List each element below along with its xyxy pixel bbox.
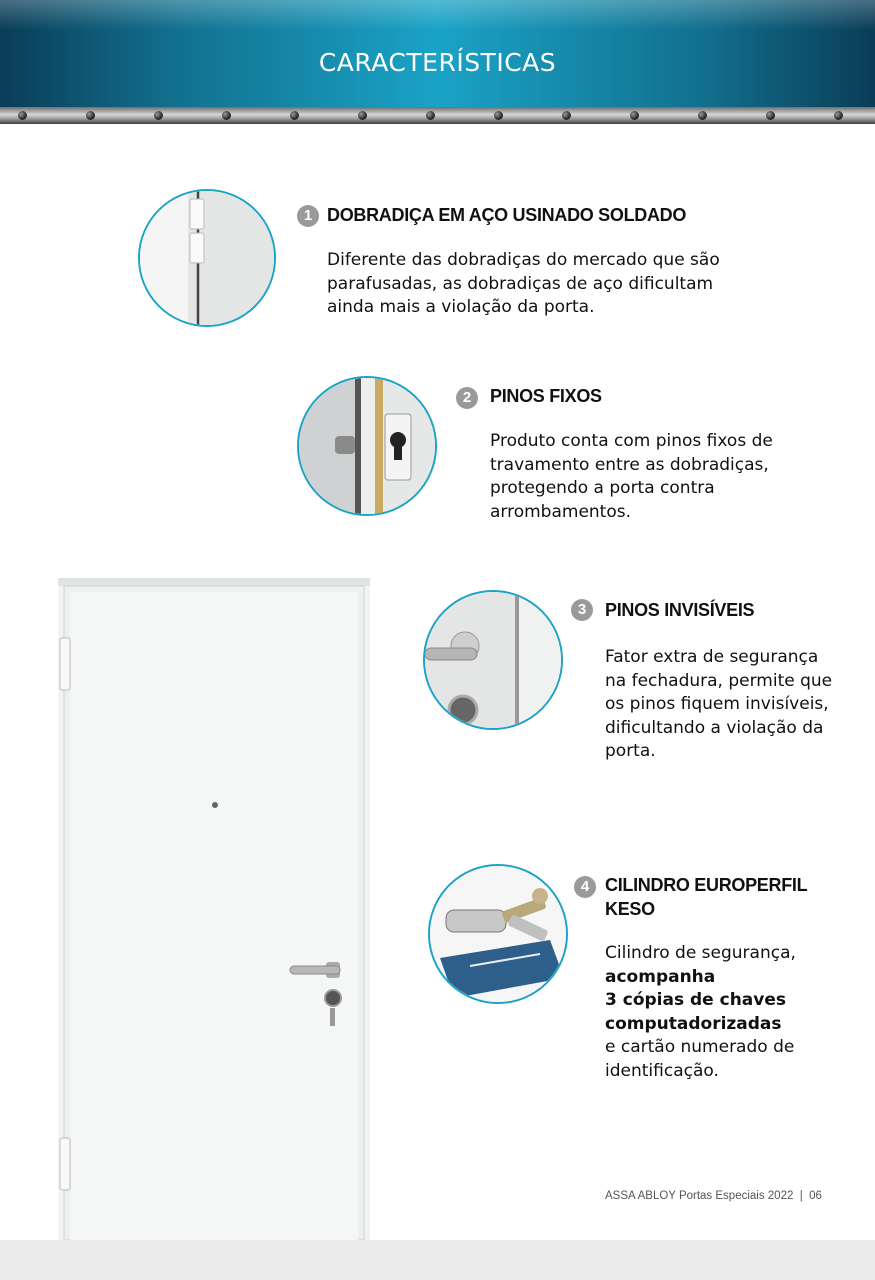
feature-4-desc-rest1: e cartão numerado de [605, 1037, 795, 1057]
bottom-band [0, 1240, 875, 1280]
invisible-pins-image [423, 590, 563, 730]
rivet-icon [222, 111, 231, 120]
rivet-icon [426, 111, 435, 120]
feature-4-desc-bold2: 3 cópias de chaves [605, 990, 787, 1010]
rivet-icon [154, 111, 163, 120]
feature-2-description: Produto conta com pinos fixos de travamento entre as dobradiças, protegendo a porta contra arrombamentos. [490, 431, 773, 522]
rivet-icon [834, 111, 843, 120]
feature-4-desc-bold1: acompanha [605, 966, 716, 987]
feature-4-desc-rest2: identificação. [605, 1060, 719, 1081]
feature-2-number-badge: 2 [456, 387, 478, 409]
page-title: CARACTERÍSTICAS [318, 48, 557, 77]
feature-1-number-badge: 1 [297, 205, 319, 227]
footer-text: ASSA ABLOY Portas Especiais 2022 | 06 [605, 1190, 822, 1202]
feature-4-title-line2: KESO [605, 899, 655, 919]
feature-1-title: DOBRADIÇA EM AÇO USINADO SOLDADO [327, 205, 687, 225]
rivet-icon [18, 111, 27, 120]
cylinder-image [428, 864, 568, 1004]
rivet-icon [86, 111, 95, 120]
rivet-strip [0, 107, 875, 124]
rivet-icon [630, 111, 639, 120]
rivet-icon [358, 111, 367, 120]
feature-3-description: Fator extra de segurança na fechadura, permite que os pinos fiquem invisíveis, dificultando a violação da porta. [605, 647, 833, 761]
rivet-icon [562, 111, 571, 120]
feature-4-desc-bold3: computadorizadas [605, 1013, 782, 1034]
fixed-pins-image [297, 376, 437, 516]
rivet-icon [494, 111, 503, 120]
header-banner [0, 0, 875, 124]
feature-4-number-badge: 4 [574, 876, 596, 898]
feature-3-title: PINOS INVISÍVEIS [605, 600, 755, 620]
door-image [58, 578, 370, 1240]
rivet-icon [290, 111, 299, 120]
feature-4-desc-intro: Cilindro de segurança, [605, 943, 796, 963]
feature-4-description [605, 942, 845, 1083]
feature-3-number-badge: 3 [571, 599, 593, 621]
feature-4-title-line1: CILINDRO EUROPERFIL [605, 875, 808, 895]
rivet-icon [698, 111, 707, 120]
hinge-image [138, 189, 276, 327]
rivet-icon [766, 111, 775, 120]
feature-4-title [605, 873, 807, 921]
feature-2-title: PINOS FIXOS [490, 386, 602, 406]
feature-1-description: Diferente das dobradiças do mercado que são parafusadas, as dobradiças de aço dificultam ainda mais a violação da porta. [327, 250, 720, 317]
